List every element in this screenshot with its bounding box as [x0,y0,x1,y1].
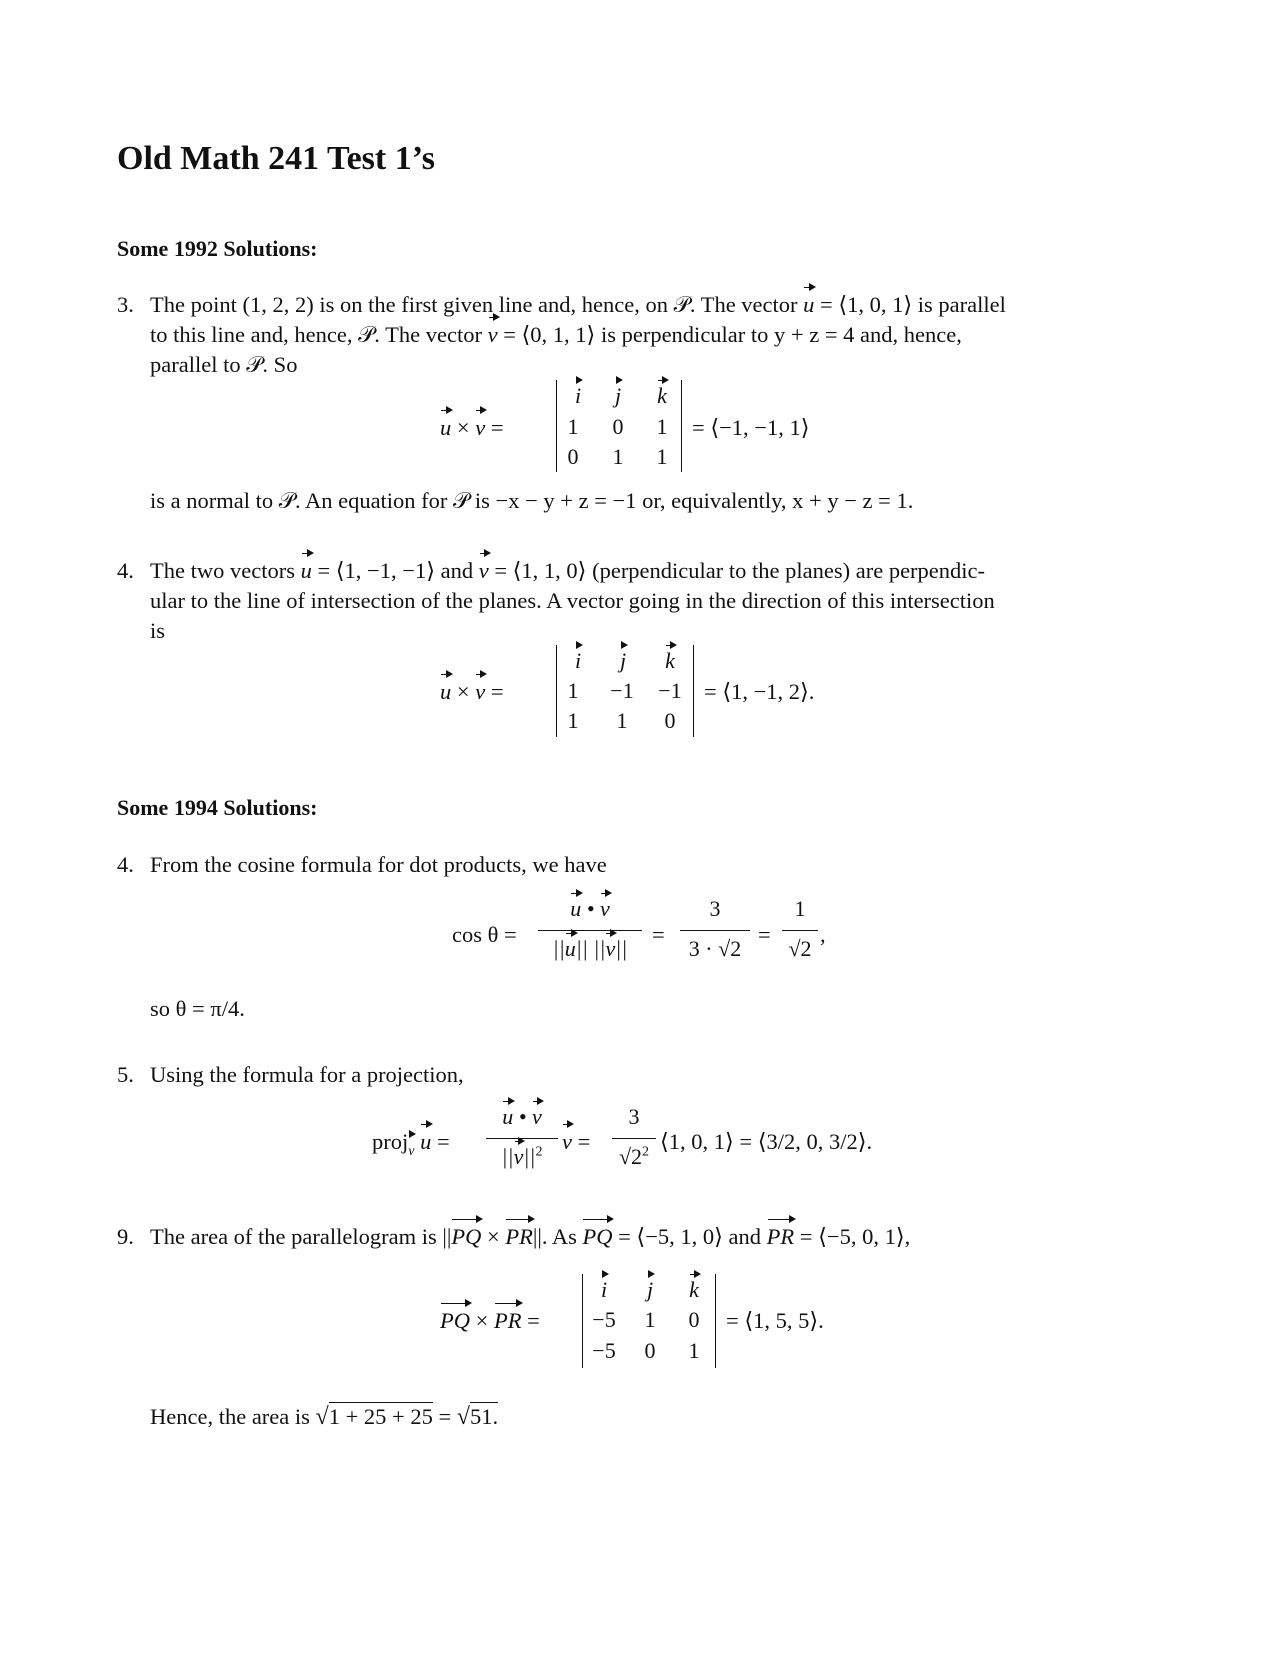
section-heading-1994: Some 1994 Solutions: [117,795,318,820]
matrix-cell: i [574,383,582,408]
matrix-cell: 1 [688,1338,700,1363]
proj-vector: v = [562,1127,590,1157]
matrix-cell: j [646,1277,654,1302]
fraction-bar [612,1138,656,1139]
page-title: Old Math 241 Test 1’s [117,140,436,177]
problem-4a-line3: is [150,618,166,643]
matrix-cell: k [657,383,667,408]
matrix-cell: 0 [644,1338,656,1363]
matrix-cell: 0 [688,1307,700,1332]
matrix-cell: −5 [592,1307,616,1332]
matrix-cell: i [574,648,582,673]
problem-3-cross-lhs: u × v = [440,413,504,443]
matrix-cell: j [619,648,627,673]
matrix-cell: 1 [567,414,579,439]
matrix-cell: i [600,1277,608,1302]
comma: , [820,922,826,947]
fraction-numerator: 3 [628,1104,640,1129]
proj-denominator: $||v||^2$ [501,1144,543,1169]
cos-label: cos θ = [452,922,517,947]
matrix-cell: 1 [567,708,579,733]
matrix-cell: 1 [656,444,668,469]
fraction-numerator: 3 [709,896,721,921]
fraction-denominator: 3 · √2 [688,936,742,961]
problem-4a-cross-result: = ⟨1, −1, 2⟩. [704,679,815,704]
problem-9-cross-lhs: PQ × PR = [440,1306,540,1336]
matrix-cell: 1 [612,444,624,469]
problem-4b-number: 4. [117,852,134,877]
problem-3-cross-result: = ⟨−1, −1, 1⟩ [692,415,810,440]
problem-4a-cross-lhs: u × v = [440,677,504,707]
problem-4b-conclusion: so θ = π/4. [150,996,245,1021]
matrix-cell: j [614,383,622,408]
matrix-cell: 1 [616,708,628,733]
fraction-bar [782,930,818,931]
equals-sign: = [652,922,665,947]
problem-4a-number: 4. [117,558,134,583]
problem-3-number: 3. [117,292,134,317]
problem-3-line2: to this line and, hence, 𝒫. The vector v = ⟨0, 1, 1⟩ is perpendicular to y + z = 4 and, hence, [150,320,962,350]
fraction-numerator: 1 [794,896,806,921]
fraction-bar [538,930,642,931]
problem-4a-line2: ular to the line of intersection of the planes. A vector going in the direction of this intersection [150,588,995,613]
problem-3-conclusion: is a normal to 𝒫. An equation for 𝒫 is −x − y + z = −1 or, equivalently, x + y − z = 1. [150,488,914,513]
matrix-cell: 1 [656,414,668,439]
equals-sign: = [758,922,771,947]
problem-4b-line1: From the cosine formula for dot products, we have [150,852,607,877]
vector-v: v [488,320,498,350]
problem-3-line3: parallel to 𝒫. So [150,352,298,377]
dot-numerator: u • v [570,896,610,921]
matrix-cell: 0 [664,708,676,733]
matrix-cell: 0 [612,414,624,439]
matrix-cell: −1 [610,678,634,703]
vector-u: u [803,290,814,320]
matrix-cell: −1 [658,678,682,703]
problem-5-result: ⟨1, 0, 1⟩ = ⟨3/2, 0, 3/2⟩. [660,1129,873,1154]
matrix-cell: −5 [592,1338,616,1363]
proj-label: proj$_v$ u = [372,1127,450,1167]
proj-numerator: u • v [502,1104,542,1129]
matrix-cell: k [665,648,675,673]
matrix-cell: 1 [644,1307,656,1332]
section-heading-1992: Some 1992 Solutions: [117,236,318,261]
problem-9-cross-result: = ⟨1, 5, 5⟩. [726,1308,824,1333]
problem-9-number: 9. [117,1224,134,1249]
norm-denominator: ||u|| ||v|| [552,936,628,961]
matrix-cell: 0 [567,444,579,469]
problem-9-line1: The area of the parallelogram is ||PQ × PR||. As PQ = ⟨−5, 1, 0⟩ and PR = ⟨−5, 0, 1⟩, [150,1222,910,1252]
matrix-cell: k [689,1277,699,1302]
fraction-bar [680,930,750,931]
problem-4a-line1: The two vectors u = ⟨1, −1, −1⟩ and v = ⟨1, 1, 0⟩ (perpendicular to the planes) are perpendic- [150,556,985,586]
fraction-denominator: $√2^2$ [618,1144,650,1169]
problem-5-number: 5. [117,1062,134,1087]
problem-3-line1: The point (1, 2, 2) is on the first given line and, hence, on 𝒫. The vector u = ⟨1, 0, 1⟩ is parallel [150,290,1006,320]
problem-9-conclusion: Hence, the area is √1 + 25 + 25 = √51. [150,1404,499,1430]
fraction-denominator: √2 [788,936,812,961]
matrix-cell: 1 [567,678,579,703]
problem-5-line1: Using the formula for a projection, [150,1062,464,1087]
